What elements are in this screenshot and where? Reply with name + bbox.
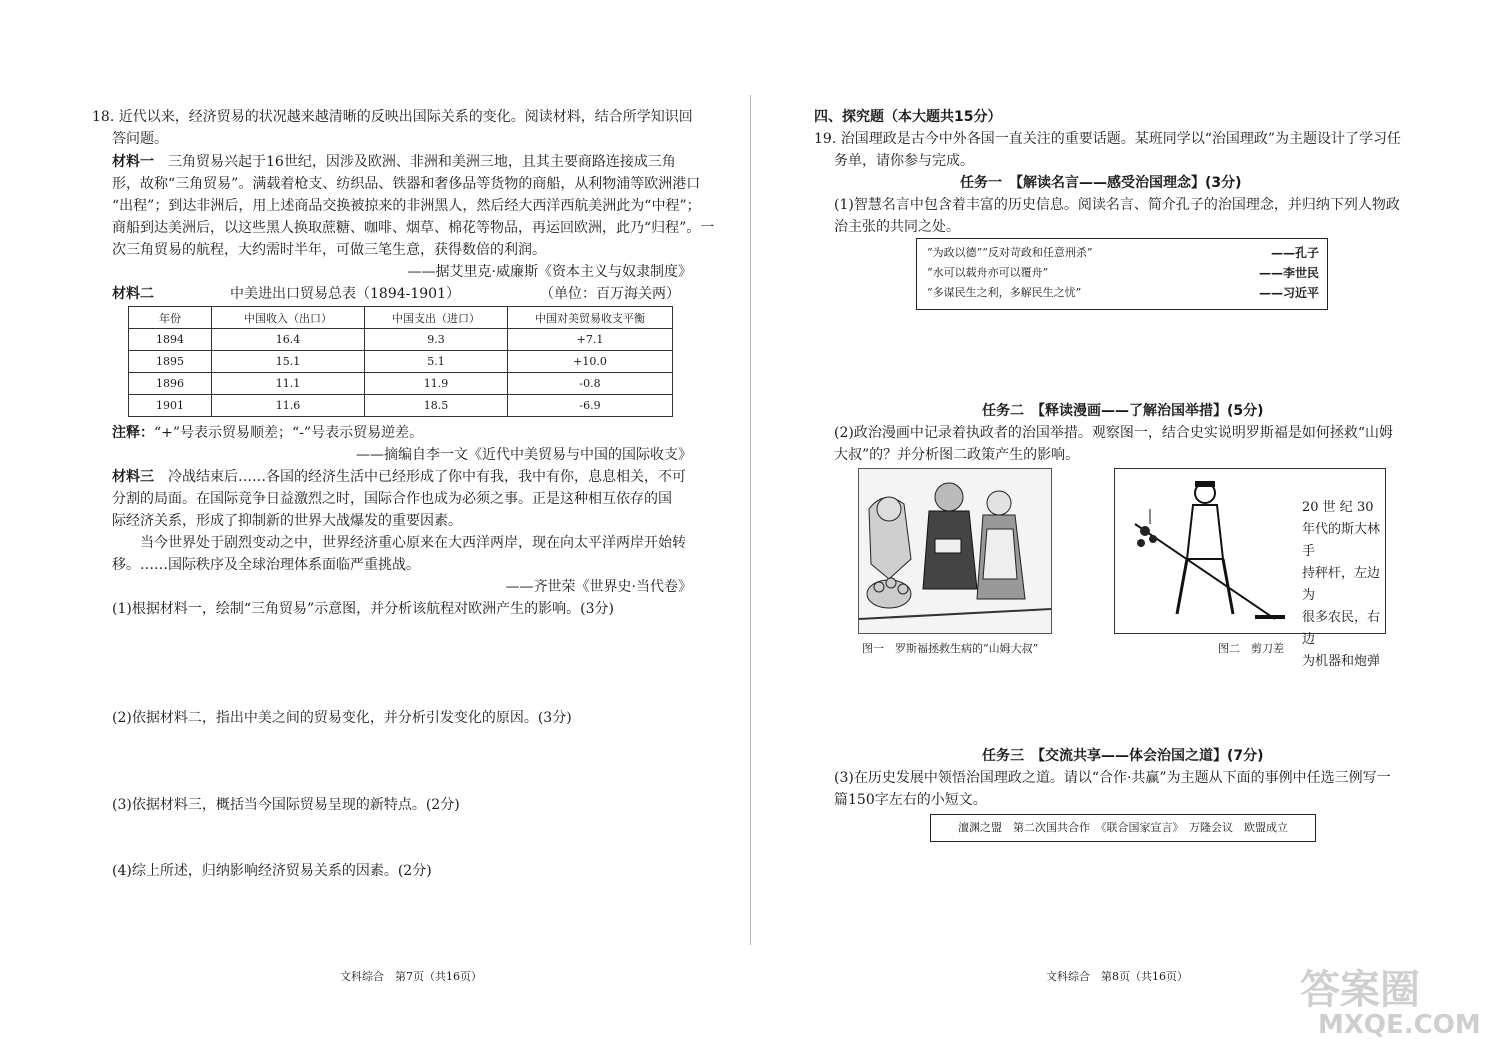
quotes-box (916, 238, 1328, 310)
table-cell: 1901 (129, 395, 212, 417)
table-cell: 18.5 (365, 395, 508, 417)
material1-source: ——据艾里克·威廉斯《资本主义与奴隶制度》 (407, 264, 692, 280)
table-cell: 11.9 (365, 373, 508, 395)
table-cell: 11.1 (212, 373, 365, 395)
task2-question-line2: 大叔”的？并分析图二政策产生的影响。 (834, 447, 1080, 463)
table-header: 中国收入（出口） (212, 307, 365, 329)
footer-left: 文科综合 第7页（共16页） (340, 970, 482, 983)
quote-2-author: ——李世民 (1258, 266, 1319, 280)
table-cell: -0.8 (508, 373, 673, 395)
table-cell: +10.0 (508, 351, 673, 373)
material1-line5: 次三角贸易的航程，大约需时半年，可做三笔生意，获得数倍的利润。 (112, 242, 546, 258)
figure2-description: 20 世 纪 30 年代的斯大林手 持秤杆，左边为 很多农民，右边 为机器和炮弹 (1302, 500, 1381, 669)
quote-1: “为政以德”“反对苛政和任意刑杀” (927, 246, 1093, 259)
subquestion-2: (2)依据材料二，指出中美之间的贸易变化，并分析引发变化的原因。(3分) (112, 710, 572, 726)
table-cell: 9.3 (365, 329, 508, 351)
material2-source: ——摘编自李一文《近代中美贸易与中国的国际收支》 (356, 447, 692, 463)
trade-table (128, 306, 673, 417)
task3-title: 任务三 【交流共享——体会治国之道】(7分) (982, 748, 1264, 764)
table-row (129, 373, 673, 395)
page-divider (750, 95, 751, 945)
material3-line5: 移。……国际秩序及全球治理体系面临严重挑战。 (112, 557, 420, 573)
material1-line2: 形，故称“三角贸易”。满载着枪支、纺织品、铁器和奢侈品等货物的商船，从利物浦等欧洲港口 (112, 176, 701, 192)
table-cell: 1895 (129, 351, 212, 373)
watermark-logo: 答案圈 (1300, 967, 1420, 1013)
material2-header (112, 283, 692, 305)
material3-source: ——齐世荣《世界史·当代卷》 (505, 579, 692, 595)
table-cell: 11.6 (212, 395, 365, 417)
table-unit: （单位：百万海关两） (540, 286, 680, 302)
figure1-cartoon (858, 468, 1052, 634)
material3-line1: 材料三 冷战结束后……各国的经济生活中已经形成了你中有我，我中有你，息息相关，不可 (112, 469, 686, 485)
material1-line3: “出程”；到达非洲后，用上述商品交换被掠来的非洲黑人，然后经大西洋西航美洲此为“中程”； (112, 198, 701, 214)
task3-question-line2: 篇150字左右的小短文。 (834, 792, 987, 808)
table-cell: 5.1 (365, 351, 508, 373)
table-note: 注释：“+”号表示贸易顺差；“-”号表示贸易逆差。 (112, 425, 424, 441)
material3-label: 材料三 (112, 469, 154, 485)
figure2-caption: 图二 剪刀差 (1218, 642, 1284, 655)
table-row (129, 395, 673, 417)
quote-2: “水可以载舟亦可以覆舟” (927, 266, 1049, 279)
material3-line3: 际经济关系，形成了抑制新的世界大战爆发的重要因素。 (112, 513, 462, 529)
roosevelt-cartoon-illustration (859, 469, 1051, 633)
quote-1-author: ——孔子 (1270, 246, 1319, 260)
table-cell: +7.1 (508, 329, 673, 351)
q18-stem-line1: 18. 近代以来，经济贸易的状况越来越清晰的反映出国际关系的变化。阅读材料，结合所学知识回 (92, 109, 693, 125)
q18-stem-line2: 答问题。 (112, 131, 168, 147)
q19-stem-line1: 19. 治国理政是古今中外各国一直关注的重要话题。某班同学以“治国理政”为主题设计了学习任 (814, 131, 1402, 147)
table-header-row (129, 307, 673, 329)
table-header: 年份 (129, 307, 212, 329)
task3-question-line1: (3)在历史发展中领悟治国理政之道。请以“合作·共赢”为主题从下面的事例中任选三例写一 (834, 770, 1391, 786)
task1-question-line1: (1)智慧名言中包含着丰富的历史信息。阅读名言、简介孔子的治国理念，并归纳下列人物政 (834, 197, 1400, 213)
events-box: 澶渊之盟 第二次国共合作 《联合国家宣言》 万隆会议 欧盟成立 (930, 814, 1316, 842)
subquestion-3: (3)依据材料三，概括当今国际贸易呈现的新特点。(2分) (112, 797, 460, 813)
material3-line4: 当今世界处于剧烈变动之中，世界经济重心原来在大西洋两岸，现在向太平洋两岸开始转 (140, 535, 686, 551)
table-row (129, 329, 673, 351)
section-title: 四、探究题（本大题共15分） (814, 109, 1002, 125)
subquestion-1: (1)根据材料一，绘制“三角贸易”示意图，并分析该航程对欧洲产生的影响。(3分) (112, 601, 614, 617)
task1-title: 任务一 【解读名言——感受治国理念】(3分) (960, 175, 1242, 191)
quote-3: “多谋民生之利，多解民生之忧” (927, 286, 1082, 299)
table-header: 中国对美贸易收支平衡 (508, 307, 673, 329)
table-cell: 15.1 (212, 351, 365, 373)
quote-3-author: ——习近平 (1258, 286, 1319, 300)
task1-question-line2: 治主张的共同之处。 (834, 219, 960, 235)
task2-title: 任务二 【释读漫画——了解治国举措】(5分) (982, 403, 1264, 419)
table-row (129, 351, 673, 373)
table-title: 中美进出口贸易总表（1894-1901） (230, 286, 460, 302)
material2-label: 材料二 (112, 286, 154, 302)
table-cell: -6.9 (508, 395, 673, 417)
material1-line4: 商船到达美洲后，以这些黑人换取蔗糖、咖啡、烟草、棉花等物品，再运回欧洲，此乃“归程”。一 (112, 220, 715, 236)
material3-line2: 分割的局面。在国际竞争日益激烈之时，国际合作也成为必须之事。正是这种相互依存的国 (112, 491, 672, 507)
stalin-scale-illustration (1115, 469, 1295, 633)
watermark-url: MXQE.COM (1318, 1010, 1481, 1040)
footer-right: 文科综合 第8页（共16页） (1046, 970, 1188, 983)
material1-label: 材料一 (112, 154, 154, 170)
table-cell: 16.4 (212, 329, 365, 351)
figure1-caption: 图一 罗斯福拯救生病的“山姆大叔” (862, 642, 1039, 655)
task2-question-line1: (2)政治漫画中记录着执政者的治国举措。观察图一，结合史实说明罗斯福是如何拯救“山姆 (834, 425, 1393, 441)
table-cell: 1896 (129, 373, 212, 395)
material1-line1: 材料一 三角贸易兴起于16世纪，因涉及欧洲、非洲和美洲三地，且其主要商路连接成三角 (112, 154, 676, 170)
note-label: 注释： (112, 425, 154, 441)
table-header: 中国支出（进口） (365, 307, 508, 329)
subquestion-4: (4)综上所述，归纳影响经济贸易关系的因素。(2分) (112, 863, 432, 879)
q19-stem-line2: 务单，请你参与完成。 (834, 153, 974, 169)
table-cell: 1894 (129, 329, 212, 351)
